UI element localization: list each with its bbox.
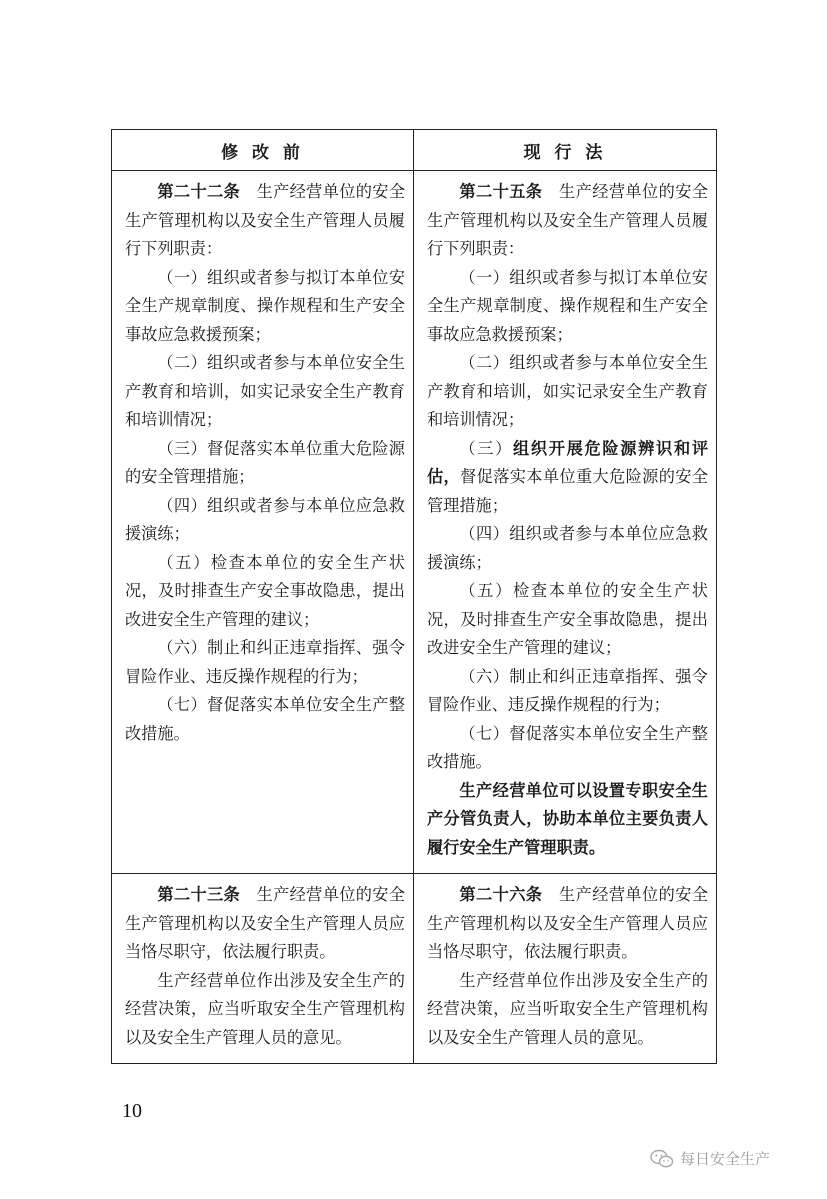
cell-article-23-old — [112, 874, 414, 1064]
revised-text: 组织开展危险源辨识和评估， — [427, 438, 709, 486]
list-item: （三）督促落实本单位重大危险源的安全管理措施； — [125, 438, 405, 486]
page-number: 10 — [122, 1100, 142, 1122]
list-item: （五）检查本单位的安全生产状况，及时排查生产安全事故隐患，提出改进安全生产管理的建议； — [427, 581, 708, 657]
article-intro: 第二十二条 生产经营单位的安全生产管理机构以及安全生产管理人员履行下列职责： — [125, 182, 406, 258]
header-before-revision: 修 改 前 — [112, 130, 414, 171]
article-paragraph: 第二十三条 生产经营单位的安全生产管理机构以及安全生产管理人员应当恪尽职守，依法履行职责。 — [125, 885, 406, 961]
list-item: （一）组织或者参与拟订本单位安全生产规章制度、操作规程和生产安全事故应急救援预案； — [427, 267, 708, 344]
list-item: （七）督促落实本单位安全生产整改措施。 — [125, 695, 405, 743]
list-item: （一）组织或者参与拟订本单位安全生产规章制度、操作规程和生产安全事故应急救援预案； — [125, 267, 405, 344]
cell-article-22-old — [112, 171, 414, 874]
list-item: （四）组织或者参与本单位应急救援演练； — [125, 495, 405, 543]
added-paragraph: 生产经营单位可以设置专职安全生产分管负责人，协助本单位主要负责人履行安全生产管理职责。 — [427, 780, 708, 857]
comparison-table — [111, 129, 717, 1064]
article-number: 第二十三条 — [157, 885, 241, 904]
table-row — [112, 171, 717, 874]
article-number: 第二十六条 — [459, 885, 543, 904]
cell-article-25-new — [414, 171, 717, 874]
list-item: （三）组织开展危险源辨识和评估，督促落实本单位重大危险源的安全管理措施； — [427, 438, 709, 515]
article-paragraph: 生产经营单位作出涉及安全生产的经营决策，应当听取安全生产管理机构以及安全生产管理人员的意见。 — [427, 970, 708, 1047]
watermark-text: 每日安全生产 — [680, 1150, 771, 1168]
table-row — [112, 874, 717, 1064]
article-intro: 第二十五条 生产经营单位的安全生产管理机构以及安全生产管理人员履行下列职责： — [427, 182, 709, 258]
list-item: （四）组织或者参与本单位应急救援演练； — [427, 524, 708, 572]
article-paragraph: 第二十六条 生产经营单位的安全生产管理机构以及安全生产管理人员应当恪尽职守，依法履行职责。 — [427, 885, 709, 961]
article-number: 第二十五条 — [459, 182, 543, 201]
list-item: （七）督促落实本单位安全生产整改措施。 — [427, 723, 708, 771]
list-item: （二）组织或者参与本单位安全生产教育和培训，如实记录安全生产教育和培训情况； — [427, 353, 708, 429]
watermark — [650, 1148, 770, 1169]
article-number: 第二十二条 — [157, 182, 241, 201]
table-header-row — [112, 130, 717, 171]
list-item: （二）组织或者参与本单位安全生产教育和培训，如实记录安全生产教育和培训情况； — [125, 353, 405, 429]
list-item: （六）制止和纠正违章指挥、强令冒险作业、违反操作规程的行为； — [427, 666, 708, 714]
list-item: （五）检查本单位的安全生产状况，及时排查生产安全事故隐患，提出改进安全生产管理的建议； — [125, 552, 405, 629]
header-current-law: 现 行 法 — [414, 130, 717, 171]
wechat-icon — [650, 1149, 674, 1169]
list-item: （六）制止和纠正违章指挥、强令冒险作业、违反操作规程的行为； — [125, 638, 405, 686]
article-paragraph: 生产经营单位作出涉及安全生产的经营决策，应当听取安全生产管理机构以及安全生产管理人员的意见。 — [125, 970, 405, 1047]
cell-article-26-new — [414, 874, 717, 1064]
